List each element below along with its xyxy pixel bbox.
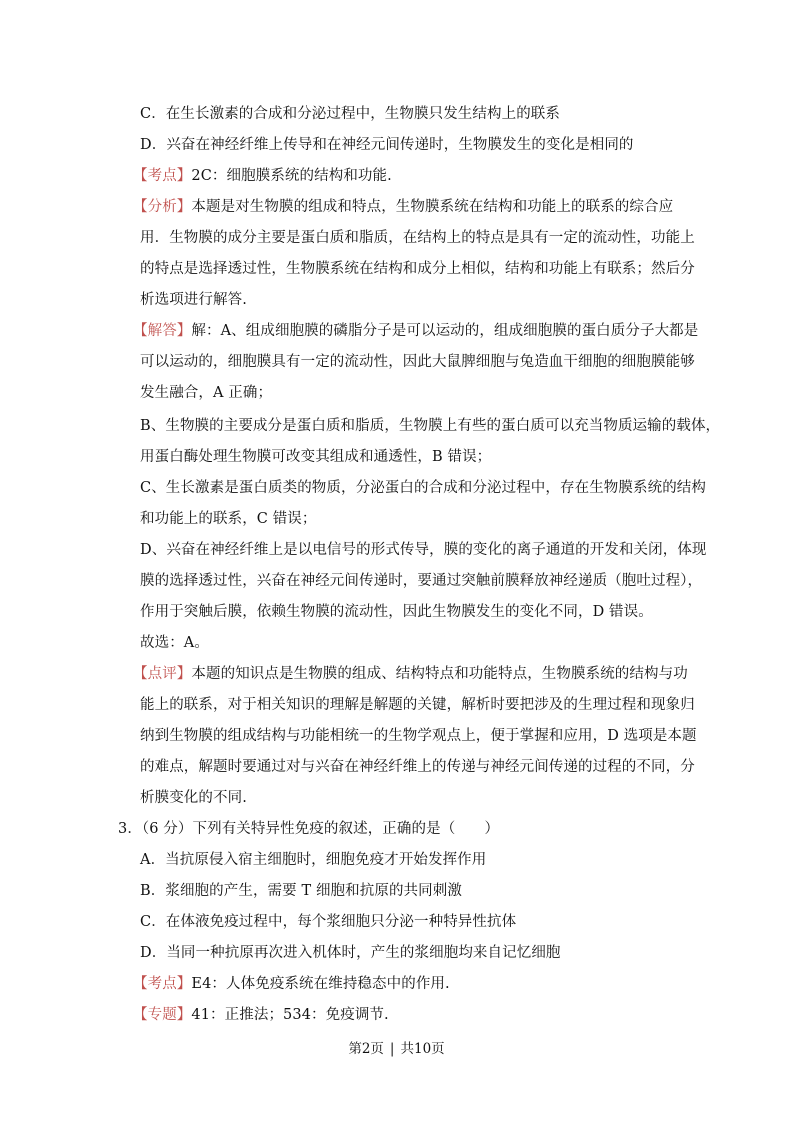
kaodian-text: 2C：细胞膜系统的结构和功能. — [191, 168, 392, 184]
q3-option-d: D．当同一种抗原再次进入机体时，产生的浆细胞均来自记忆细胞 — [140, 945, 561, 961]
q2-jieda-line-8: D、兴奋在神经纤维上是以电信号的形式传导，膜的变化的离子通道的开发和关闭，体现 — [140, 542, 707, 558]
q3-option-a: A．当抗原侵入宿主细胞时，细胞免疫才开始发挥作用 — [140, 852, 487, 868]
q2-dianping-line-3: 纳到生物膜的组成结构与功能相统一的生物学观点上，便于掌握和应用，D 选项是本题 — [140, 728, 697, 744]
q2-fenxi-line-2: 用．生物膜的成分主要是蛋白质和脂质，在结构上的特点是具有一定的流动性，功能上 — [140, 230, 695, 246]
zhuanti-tag: 【专题】 — [133, 1007, 192, 1023]
q2-jieda-line-4: B、生物膜的主要成分是蛋白质和脂质，生物膜上有些的蛋白质可以充当物质运输的载体， — [140, 418, 721, 434]
kaodian-tag: 【考点】 — [133, 168, 192, 184]
q3-kaodian-text: E4：人体免疫系统在维持稳态中的作用. — [191, 976, 450, 992]
q2-jieda-line-2: 可以运动的，细胞膜具有一定的流动性，因此大鼠脾细胞与兔造血干细胞的细胞膜能够 — [140, 354, 695, 370]
footer-separator: | — [389, 1041, 395, 1057]
zhuanti-text: 41：正推法；534：免疫调节. — [191, 1007, 389, 1023]
q3-option-b: B．浆细胞的产生，需要 T 细胞和抗原的共同刺激 — [140, 883, 462, 899]
q2-fenxi-line-4: 析选项进行解答. — [140, 292, 247, 308]
jieda-text: 解：A、组成细胞膜的磷脂分子是可以运动的，组成细胞膜的蛋白质分子大都是 — [191, 323, 699, 339]
q2-jieda-line-1 — [133, 321, 698, 341]
q2-jieda-line-9: 膜的选择透过性，兴奋在神经元间传递时，要通过突触前膜释放神经递质（胞吐过程）， — [140, 573, 703, 589]
q3-zhuanti — [133, 1005, 389, 1025]
q2-option-c: C．在生长激素的合成和分泌过程中，生物膜只发生结构上的联系 — [140, 106, 560, 122]
page-footer — [0, 1040, 793, 1058]
fenxi-text: 本题是对生物膜的组成和特点，生物膜系统在结构和功能上的联系的综合应 — [191, 199, 674, 215]
q2-dianping-line-5: 析膜变化的不同. — [140, 790, 247, 806]
q3-kaodian — [133, 974, 450, 994]
q2-kaodian — [133, 166, 392, 186]
q2-dianping-line-1 — [133, 664, 688, 684]
q3-kaodian-tag: 【考点】 — [133, 976, 192, 992]
dianping-text: 本题的知识点是生物膜的组成、结构特点和功能特点，生物膜系统的结构与功 — [191, 666, 688, 682]
q2-jieda-line-5: 用蛋白酶处理生物膜可改变其组成和通透性，B 错误； — [140, 449, 492, 465]
q3-stem: 3．（6 分）下列有关特异性免疫的叙述，正确的是（ ） — [118, 821, 500, 837]
q2-jieda-line-7: 和功能上的联系，C 错误； — [140, 511, 317, 527]
q2-dianping-line-4: 的难点，解题时要通过对与兴奋在神经纤维上的传递与神经元间传递的过程的不同，分 — [140, 759, 695, 775]
page-number: 第2页 — [348, 1041, 384, 1057]
q2-option-d: D．兴奋在神经纤维上传导和在神经元间传递时，生物膜发生的变化是相同的 — [140, 137, 634, 153]
q2-fenxi-line-3: 的特点是选择透过性，生物膜系统在结构和成分上相似，结构和功能上有联系；然后分 — [140, 261, 695, 277]
page-total: 共10页 — [400, 1041, 445, 1057]
dianping-tag: 【点评】 — [133, 666, 192, 682]
jieda-tag: 【解答】 — [133, 323, 192, 339]
fenxi-tag: 【分析】 — [133, 199, 192, 215]
q2-jieda-line-6: C、生长激素是蛋白质类的物质，分泌蛋白的合成和分泌过程中，存在生物膜系统的结构 — [140, 480, 706, 496]
q2-jieda-line-3: 发生融合，A 正确； — [140, 385, 273, 401]
q2-jieda-line-10: 作用于突触后膜，依赖生物膜的流动性，因此生物膜发生的变化不同，D 错误。 — [140, 604, 653, 620]
q2-fenxi-line-1 — [133, 197, 673, 217]
q2-dianping-line-2: 能上的联系，对于相关知识的理解是解题的关键，解析时要把涉及的生理过程和现象归 — [140, 697, 695, 713]
q2-answer: 故选：A。 — [140, 635, 209, 651]
q3-option-c: C．在体液免疫过程中，每个浆细胞只分泌一种特异性抗体 — [140, 914, 517, 930]
